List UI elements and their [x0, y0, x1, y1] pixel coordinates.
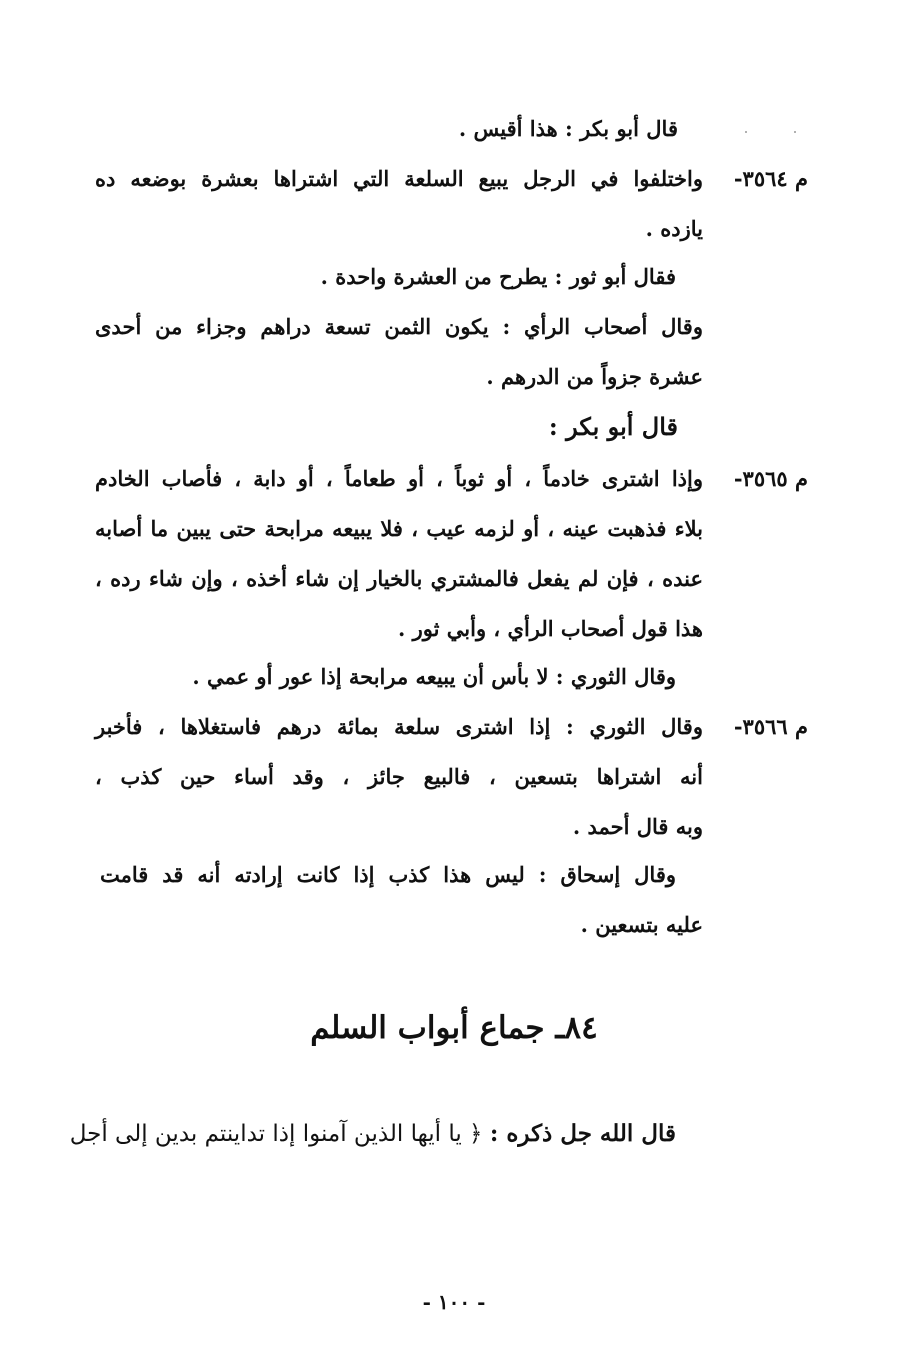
text-line: عليه بتسعين . [580, 912, 703, 937]
entry-number: م ٣٥٦٥- [733, 466, 808, 491]
scan-speck [794, 131, 796, 133]
quran-citation-line [69, 1118, 676, 1150]
text-line: فقال أبو ثور : يطرح من العشرة واحدة . [320, 264, 676, 289]
text-line: قال أبو بكر : هذا أقيس . [458, 116, 678, 141]
text-line: وبه قال أحمد . [572, 814, 703, 839]
text-line: وقال الثوري : إذا اشترى سلعة بمائة درهم فاستغلاها ، فأخبر [95, 714, 703, 739]
text-line: واختلفوا في الرجل يبيع السلعة التي اشتراها بعشرة بوضعه ده [95, 166, 703, 191]
text-line: وقال أصحاب الرأي : يكون الثمن تسعة دراهم وجزاء من أحدى [95, 314, 703, 339]
text-line: وإذا اشترى خادماً ، أو ثوباً ، أو طعاماً ، أو دابة ، فأصاب الخادم [95, 466, 703, 491]
page-number: - ١٠٠ - [422, 1290, 486, 1314]
text-line: وقال إسحاق : ليس هذا كذب إذا كانت إرادته أنه قد قامت [100, 862, 676, 887]
text-line: يازده . [645, 216, 703, 241]
text-line: قال أبو بكر : [548, 412, 678, 441]
scan-speck [745, 131, 747, 133]
entry-number: م ٣٥٦٦- [733, 714, 808, 739]
chapter-heading: ٨٤ـ جماع أبواب السلم [310, 1010, 598, 1046]
text-line: عنده ، فإن لم يفعل فالمشتري بالخيار إن شاء أخذه ، وإن شاء رده ، [95, 566, 703, 591]
text-line: عشرة جزواً من الدرهم . [486, 364, 703, 389]
entry-number: م ٣٥٦٤- [733, 166, 808, 191]
quran-verse: ﴿ يا أيها الذين آمنوا إذا تداينتم بدين إلى أجل [69, 1121, 483, 1147]
text-line: أنه اشتراها بتسعين ، فالبيع جائز ، وقد أساء حين كذب ، [95, 764, 703, 789]
text-line: بلاء فذهبت عينه ، أو لزمه عيب ، فلا يبيعه مرابحة حتى يبين ما أصابه [95, 516, 703, 541]
text-line: هذا قول أصحاب الرأي ، وأبي ثور . [398, 616, 703, 641]
text-line: وقال الثوري : لا بأس أن يبيعه مرابحة إذا عور أو عمي . [192, 664, 676, 689]
citation-lead: قال الله جل ذكره : [489, 1120, 676, 1147]
